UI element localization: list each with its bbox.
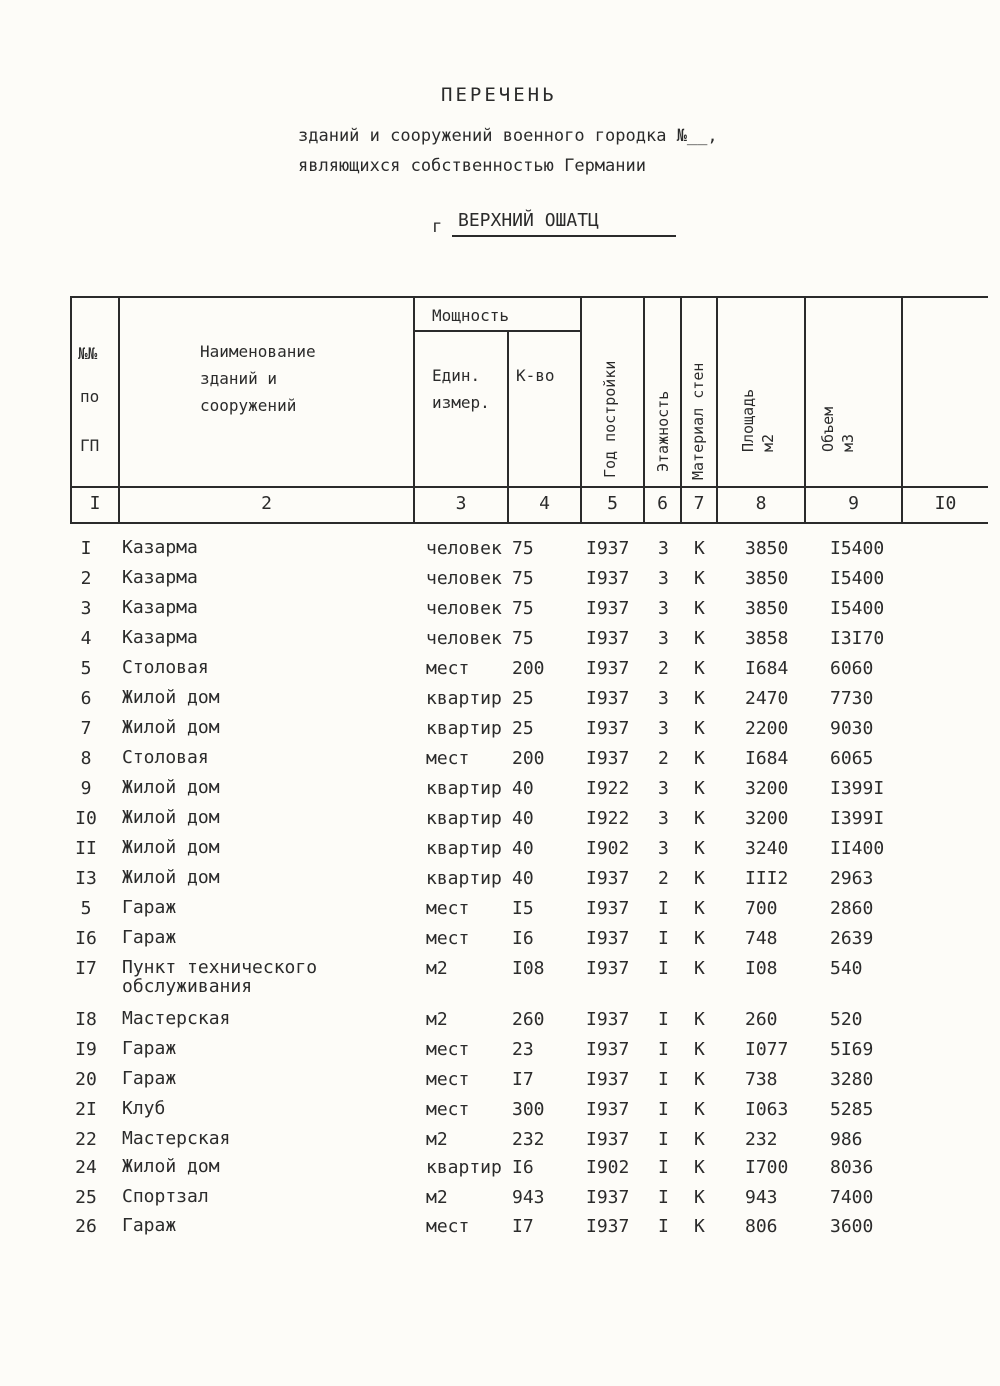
- row-quantity: 200: [512, 658, 545, 679]
- col-divider-5: [643, 296, 645, 524]
- row-number: 3: [80, 598, 92, 619]
- row-name: Гараж: [122, 927, 177, 948]
- row-quantity: 75: [512, 598, 534, 619]
- row-name: Казарма: [122, 537, 198, 558]
- row-quantity: 75: [512, 568, 534, 589]
- row-unit: м2: [426, 1187, 448, 1208]
- row-unit: квартир: [426, 718, 502, 739]
- row-floors: 3: [658, 538, 669, 559]
- table-row: [0, 568, 1000, 594]
- row-name: Гараж: [122, 1215, 177, 1236]
- row-material: К: [694, 1009, 705, 1030]
- row-year: I937: [586, 1099, 630, 1120]
- row-name: Спортзал: [122, 1186, 209, 1207]
- row-quantity: 40: [512, 868, 534, 889]
- row-unit: мест: [426, 658, 470, 679]
- row-quantity: 40: [512, 808, 534, 829]
- row-floors: 3: [658, 688, 669, 709]
- row-year: I937: [586, 1069, 630, 1090]
- table-row: [0, 1039, 1000, 1065]
- row-name: Клуб: [122, 1098, 166, 1119]
- row-number: 8: [80, 748, 92, 769]
- row-floors: 3: [658, 598, 669, 619]
- row-number: 4: [80, 628, 92, 649]
- row-area: I063: [745, 1099, 789, 1120]
- table-row: [0, 718, 1000, 744]
- row-quantity: 300: [512, 1099, 545, 1120]
- row-number: 22: [75, 1129, 97, 1150]
- row-volume: 3600: [830, 1216, 874, 1237]
- row-number: 5: [80, 658, 92, 679]
- row-number: 9: [80, 778, 92, 799]
- row-year: I937: [586, 1009, 630, 1030]
- row-area: 700: [745, 898, 778, 919]
- col-divider-4: [580, 296, 582, 524]
- row-quantity: I6: [512, 928, 534, 949]
- row-floors: I: [658, 1099, 669, 1120]
- row-area: I684: [745, 748, 789, 769]
- column-number: I: [89, 493, 101, 514]
- row-material: К: [694, 718, 705, 739]
- row-unit: квартир: [426, 838, 502, 859]
- row-unit: человек: [426, 538, 502, 559]
- row-name: Жилой дом: [122, 807, 220, 828]
- col-divider-7: [716, 296, 718, 524]
- row-volume: 5285: [830, 1099, 874, 1120]
- table-row: [0, 778, 1000, 804]
- table-row: [0, 957, 1000, 997]
- row-number: 24: [75, 1157, 97, 1178]
- table-row: [0, 538, 1000, 564]
- row-floors: 2: [658, 658, 669, 679]
- column-number: 6: [657, 493, 668, 514]
- header-no-line2: по: [80, 387, 100, 406]
- document-subtitle-line2: являющихся собственностью Германии: [298, 156, 646, 176]
- row-quantity: 232: [512, 1129, 545, 1150]
- row-unit: м2: [426, 958, 448, 979]
- row-area: I077: [745, 1039, 789, 1060]
- header-material: Материал стен: [689, 362, 707, 480]
- row-volume: 2639: [830, 928, 874, 949]
- row-name: Казарма: [122, 627, 198, 648]
- row-unit: мест: [426, 928, 470, 949]
- row-unit: человек: [426, 628, 502, 649]
- row-floors: I: [658, 1069, 669, 1090]
- row-year: I937: [586, 898, 630, 919]
- row-number: 20: [75, 1069, 97, 1090]
- header-name: Наименование зданий и сооружений: [200, 342, 316, 415]
- header-unit: Един. измер.: [432, 366, 490, 412]
- row-area: I700: [745, 1157, 789, 1178]
- row-quantity: 75: [512, 628, 534, 649]
- row-quantity: 200: [512, 748, 545, 769]
- row-volume: 9030: [830, 718, 874, 739]
- row-material: К: [694, 1039, 705, 1060]
- row-unit: мест: [426, 748, 470, 769]
- table-row: [0, 928, 1000, 954]
- row-year: I902: [586, 1157, 630, 1178]
- row-unit: мест: [426, 1069, 470, 1090]
- city-underline: [452, 235, 676, 237]
- row-number: 26: [75, 1216, 97, 1237]
- row-material: К: [694, 688, 705, 709]
- table-row: [0, 688, 1000, 714]
- row-quantity: I08: [512, 958, 545, 979]
- row-floors: I: [658, 928, 669, 949]
- table-row: [0, 1129, 1000, 1155]
- row-number: I0: [75, 808, 97, 829]
- row-volume: I399I: [830, 808, 885, 829]
- row-quantity: 23: [512, 1039, 534, 1060]
- document-subtitle-line1: зданий и сооружений военного городка №__,: [298, 126, 718, 146]
- row-name: Жилой дом: [122, 687, 220, 708]
- row-area: 3200: [745, 808, 789, 829]
- city-name: ВЕРХНИЙ ОШАТЦ: [458, 210, 599, 231]
- row-unit: м2: [426, 1129, 448, 1150]
- row-name: Гараж: [122, 897, 177, 918]
- row-area: 806: [745, 1216, 778, 1237]
- row-floors: 3: [658, 628, 669, 649]
- row-material: К: [694, 628, 705, 649]
- row-year: I937: [586, 658, 630, 679]
- row-quantity: 260: [512, 1009, 545, 1030]
- row-material: К: [694, 1099, 705, 1120]
- row-quantity: 40: [512, 778, 534, 799]
- row-volume: 6060: [830, 658, 874, 679]
- row-year: I902: [586, 838, 630, 859]
- row-area: III2: [745, 868, 789, 889]
- row-volume: 7730: [830, 688, 874, 709]
- row-number: I9: [75, 1039, 97, 1060]
- row-name: Жилой дом: [122, 867, 220, 888]
- row-name: Мастерская: [122, 1128, 231, 1149]
- row-material: К: [694, 748, 705, 769]
- row-year: I922: [586, 808, 630, 829]
- header-volume: Объем м3: [819, 406, 857, 452]
- row-unit: м2: [426, 1009, 448, 1030]
- row-unit: квартир: [426, 688, 502, 709]
- row-unit: мест: [426, 1099, 470, 1120]
- row-year: I937: [586, 868, 630, 889]
- table-left-border: [70, 296, 72, 524]
- table-row: [0, 1009, 1000, 1035]
- row-year: I937: [586, 628, 630, 649]
- header-bottom-border: [70, 486, 988, 488]
- header-year: Год постройки: [601, 360, 619, 478]
- numbers-bottom-border: [70, 522, 988, 524]
- row-unit: мест: [426, 898, 470, 919]
- row-volume: 8036: [830, 1157, 874, 1178]
- row-floors: 3: [658, 838, 669, 859]
- row-volume: I5400: [830, 598, 885, 619]
- row-unit: квартир: [426, 1157, 502, 1178]
- row-year: I937: [586, 1187, 630, 1208]
- col-divider-2: [413, 296, 415, 524]
- row-area: 232: [745, 1129, 778, 1150]
- row-quantity: 75: [512, 538, 534, 559]
- table-row: [0, 838, 1000, 864]
- table-row: [0, 1216, 1000, 1242]
- row-material: К: [694, 868, 705, 889]
- row-floors: I: [658, 1009, 669, 1030]
- row-material: К: [694, 808, 705, 829]
- row-name: Жилой дом: [122, 1156, 220, 1177]
- row-quantity: I6: [512, 1157, 534, 1178]
- table-row: [0, 1069, 1000, 1095]
- table-row: [0, 1187, 1000, 1213]
- row-unit: мест: [426, 1039, 470, 1060]
- header-qty: К-во: [516, 366, 555, 385]
- row-material: К: [694, 1129, 705, 1150]
- row-year: I937: [586, 568, 630, 589]
- row-number: I3: [75, 868, 97, 889]
- row-material: К: [694, 838, 705, 859]
- row-quantity: 943: [512, 1187, 545, 1208]
- table-row: [0, 658, 1000, 684]
- row-floors: 2: [658, 748, 669, 769]
- row-floors: 2: [658, 868, 669, 889]
- row-material: К: [694, 658, 705, 679]
- row-name: Гараж: [122, 1068, 177, 1089]
- row-floors: 3: [658, 718, 669, 739]
- row-unit: квартир: [426, 868, 502, 889]
- row-floors: I: [658, 1129, 669, 1150]
- city-prefix: г: [432, 217, 443, 237]
- column-number: 9: [848, 493, 859, 514]
- row-year: I937: [586, 688, 630, 709]
- capacity-divider: [415, 330, 581, 332]
- row-material: К: [694, 1069, 705, 1090]
- column-number: 2: [261, 493, 272, 514]
- row-volume: I5400: [830, 568, 885, 589]
- row-year: I922: [586, 778, 630, 799]
- row-year: I937: [586, 598, 630, 619]
- header-no-line1: №№: [78, 344, 98, 363]
- row-quantity: 25: [512, 718, 534, 739]
- row-volume: I399I: [830, 778, 885, 799]
- row-unit: мест: [426, 1216, 470, 1237]
- row-volume: 5I69: [830, 1039, 874, 1060]
- row-number: I: [80, 538, 92, 559]
- row-area: 2470: [745, 688, 789, 709]
- col-divider-9: [901, 296, 903, 524]
- row-name: Мастерская: [122, 1008, 231, 1029]
- table-row: [0, 898, 1000, 924]
- row-name: Пункт технического обслуживания: [122, 957, 318, 997]
- row-volume: 540: [830, 958, 863, 979]
- row-year: I937: [586, 1039, 630, 1060]
- column-number: 5: [607, 493, 618, 514]
- table-row: [0, 808, 1000, 834]
- row-quantity: 40: [512, 838, 534, 859]
- row-number: 25: [75, 1187, 97, 1208]
- document-title: ПЕРЕЧЕНЬ: [441, 84, 557, 106]
- row-quantity: 25: [512, 688, 534, 709]
- table-row: [0, 748, 1000, 774]
- row-material: К: [694, 958, 705, 979]
- row-floors: 3: [658, 778, 669, 799]
- row-area: 3850: [745, 598, 789, 619]
- row-number: 6: [80, 688, 92, 709]
- col-divider-1: [118, 296, 120, 524]
- row-quantity: I7: [512, 1216, 534, 1237]
- row-number: 2I: [75, 1099, 97, 1120]
- row-material: К: [694, 1187, 705, 1208]
- row-year: I937: [586, 1129, 630, 1150]
- row-area: 943: [745, 1187, 778, 1208]
- row-year: I937: [586, 748, 630, 769]
- row-number: 5: [80, 898, 92, 919]
- header-capacity: Мощность: [432, 306, 510, 325]
- row-material: К: [694, 568, 705, 589]
- row-name: Казарма: [122, 597, 198, 618]
- row-number: I6: [75, 928, 97, 949]
- row-volume: 2963: [830, 868, 874, 889]
- row-floors: 3: [658, 808, 669, 829]
- row-floors: I: [658, 898, 669, 919]
- row-area: 738: [745, 1069, 778, 1090]
- row-name: Жилой дом: [122, 837, 220, 858]
- row-floors: 3: [658, 568, 669, 589]
- column-number: 7: [693, 493, 705, 514]
- row-quantity: I5: [512, 898, 534, 919]
- col-divider-6: [680, 296, 682, 524]
- row-volume: 986: [830, 1129, 863, 1150]
- row-volume: I3I70: [830, 628, 885, 649]
- row-year: I937: [586, 928, 630, 949]
- row-material: К: [694, 1216, 705, 1237]
- row-volume: 2860: [830, 898, 874, 919]
- row-volume: 6065: [830, 748, 874, 769]
- row-name: Казарма: [122, 567, 198, 588]
- row-number: I8: [75, 1009, 97, 1030]
- row-material: К: [694, 928, 705, 949]
- row-area: I684: [745, 658, 789, 679]
- row-area: 260: [745, 1009, 778, 1030]
- row-area: 3850: [745, 538, 789, 559]
- row-volume: 3280: [830, 1069, 874, 1090]
- row-volume: II400: [830, 838, 885, 859]
- row-volume: 7400: [830, 1187, 874, 1208]
- row-unit: квартир: [426, 808, 502, 829]
- row-material: К: [694, 1157, 705, 1178]
- row-volume: 520: [830, 1009, 863, 1030]
- row-material: К: [694, 598, 705, 619]
- row-area: 3850: [745, 568, 789, 589]
- row-year: I937: [586, 1216, 630, 1237]
- row-floors: I: [658, 1216, 669, 1237]
- header-area: Площадь м2: [739, 388, 777, 452]
- row-floors: I: [658, 1157, 669, 1178]
- row-quantity: I7: [512, 1069, 534, 1090]
- row-area: 3240: [745, 838, 789, 859]
- header-no-line3: ГП: [80, 436, 100, 455]
- table-row: [0, 1099, 1000, 1125]
- row-material: К: [694, 898, 705, 919]
- col-divider-8: [804, 296, 806, 524]
- header-floors: Этажность: [654, 390, 672, 472]
- table-row: [0, 868, 1000, 894]
- column-number: 3: [455, 493, 467, 514]
- table-row: [0, 598, 1000, 624]
- row-floors: I: [658, 958, 669, 979]
- row-name: Гараж: [122, 1038, 177, 1059]
- column-number: 4: [539, 493, 550, 514]
- row-floors: I: [658, 1039, 669, 1060]
- row-floors: I: [658, 1187, 669, 1208]
- row-number: I7: [75, 958, 97, 979]
- row-area: 748: [745, 928, 778, 949]
- row-area: 2200: [745, 718, 789, 739]
- row-name: Столовая: [122, 657, 209, 678]
- row-unit: квартир: [426, 778, 502, 799]
- row-number: 7: [80, 718, 92, 739]
- row-area: 3200: [745, 778, 789, 799]
- column-number: 8: [755, 493, 767, 514]
- row-year: I937: [586, 718, 630, 739]
- row-material: К: [694, 778, 705, 799]
- column-number: I0: [934, 493, 957, 514]
- table-row: [0, 1157, 1000, 1183]
- table-row: [0, 628, 1000, 654]
- row-area: 3858: [745, 628, 789, 649]
- row-unit: человек: [426, 598, 502, 619]
- row-number: II: [75, 838, 97, 859]
- row-name: Жилой дом: [122, 777, 220, 798]
- row-year: I937: [586, 958, 630, 979]
- row-area: I08: [745, 958, 778, 979]
- row-number: 2: [80, 568, 92, 589]
- row-name: Столовая: [122, 747, 209, 768]
- table-top-border: [70, 296, 988, 298]
- row-unit: человек: [426, 568, 502, 589]
- row-name: Жилой дом: [122, 717, 220, 738]
- row-volume: I5400: [830, 538, 885, 559]
- row-year: I937: [586, 538, 630, 559]
- row-material: К: [694, 538, 705, 559]
